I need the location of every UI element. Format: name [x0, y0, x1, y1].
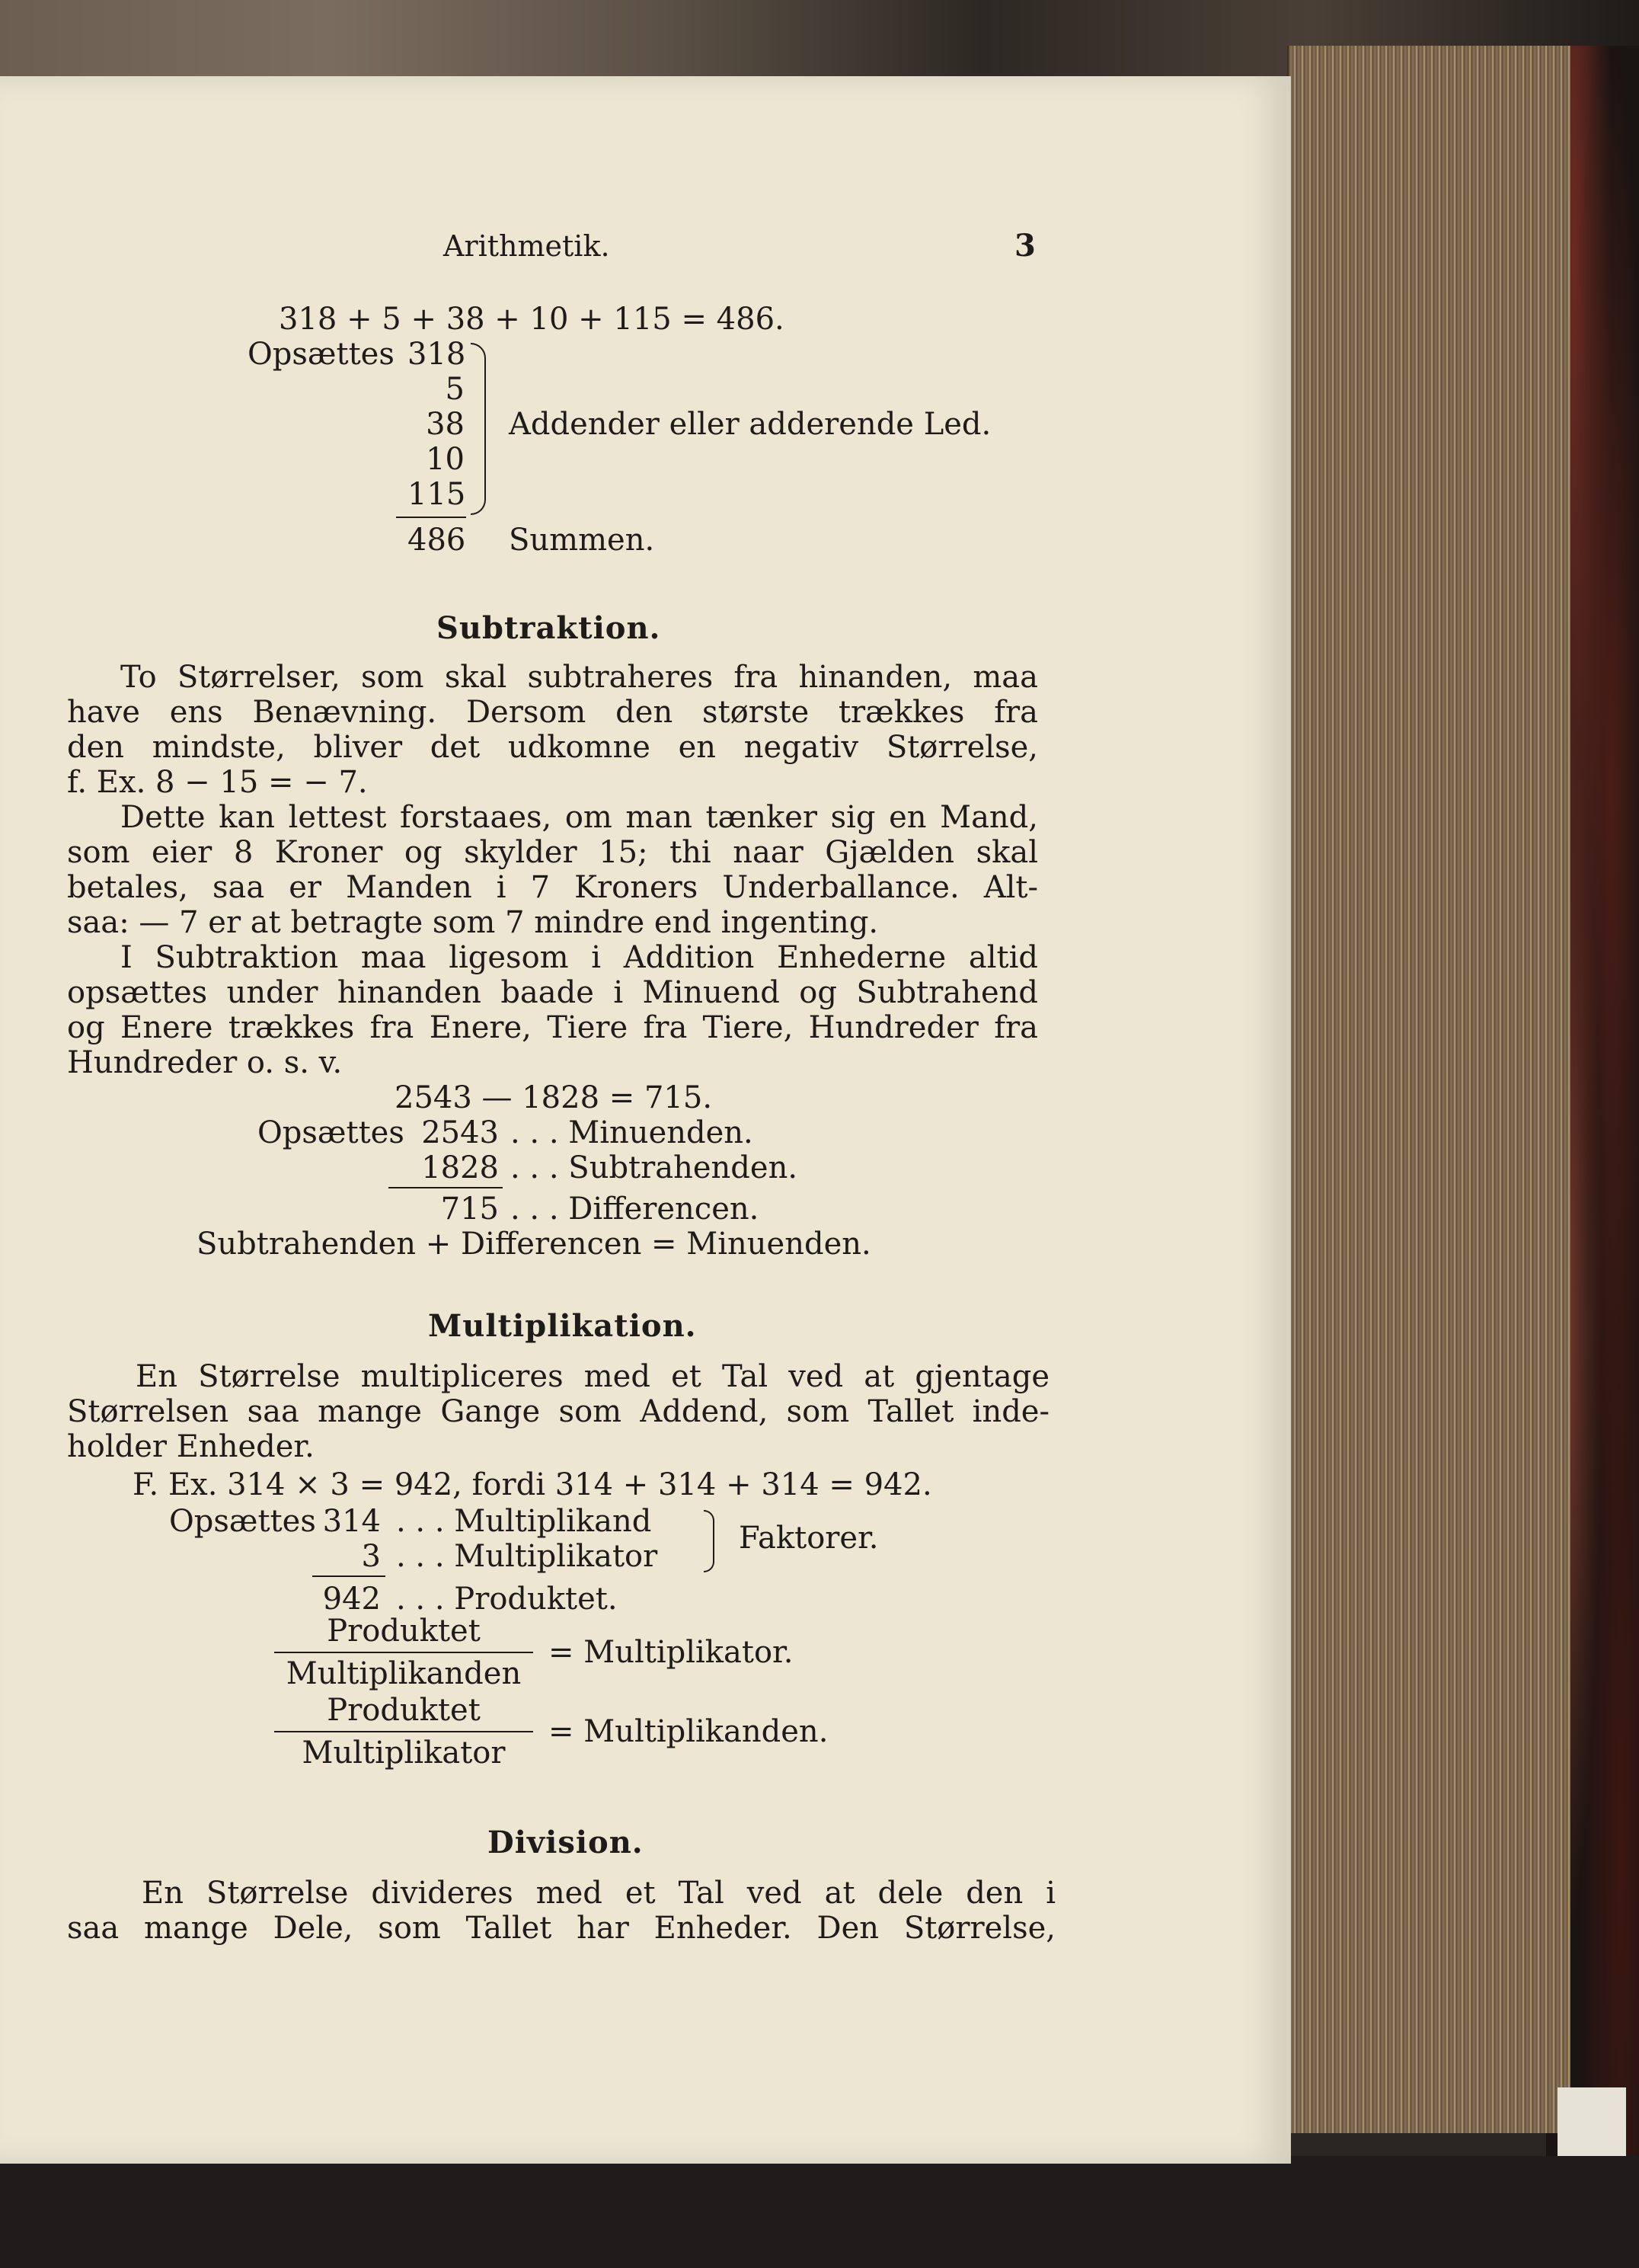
multiplication-heading: Multiplikation.: [428, 1308, 697, 1344]
factors-label: Faktorer.: [739, 1521, 879, 1556]
background-bottom: [0, 2156, 1639, 2268]
subtraction-p2-line4: saa: — 7 er at betragte som 7 mindre end ingenting.: [67, 905, 879, 940]
subtraction-p3-line2: opsættes under hinanden baade i Minuend og Subtrahend: [67, 975, 1038, 1010]
minuend-value: 2543: [421, 1115, 499, 1150]
addend-5: 115: [407, 477, 466, 512]
fraction1-bar: [274, 1652, 533, 1653]
subtraction-p1-line2: have ens Benævning. Dersom den største trækkes fra: [67, 695, 1038, 730]
addend-4: 10: [426, 442, 465, 477]
subtraction-p2-line2: som eier 8 Kroner og skylder 15; thi naar Gjælden skal: [67, 835, 1038, 870]
division-heading: Division.: [487, 1825, 644, 1860]
multiplication-example: F. Ex. 314 × 3 = 942, fordi 314 + 314 + 314 = 942.: [133, 1467, 932, 1502]
difference-value: 715: [440, 1192, 499, 1227]
subtraction-p1-line3: den mindste, bliver det udkomne en negativ Størrelse,: [67, 730, 1038, 765]
multiplicand-label: . . . Multiplikand: [396, 1504, 652, 1539]
addend-2: 5: [445, 372, 465, 407]
subtraction-rule: Subtrahenden + Differencen = Minuenden.: [196, 1227, 871, 1262]
division-p1-line1: En Størrelse divideres med et Tal ved at dele den i: [142, 1876, 1056, 1911]
subtraction-p1-line1: To Størrelser, som skal subtraheres fra hinanden, maa: [120, 660, 1038, 695]
book-page: [0, 76, 1291, 2164]
product-label: . . . Produktet.: [396, 1582, 618, 1617]
subtraction-p3-line4: Hundreder o. s. v.: [67, 1045, 343, 1080]
subtraction-p1-line4: f. Ex. 8 − 15 = − 7.: [67, 765, 368, 800]
multiplier-label: . . . Multiplikator: [396, 1539, 658, 1574]
sum-rule: [396, 517, 466, 518]
multiplication-setup-label: Opsættes: [169, 1504, 316, 1539]
subtrahend-value: 1828: [421, 1150, 499, 1185]
sum-label: Summen.: [509, 523, 655, 558]
division-p1-line2: saa mange Dele, som Tallet har Enheder. Den Størrelse,: [67, 1911, 1056, 1946]
addition-equation: 318 + 5 + 38 + 10 + 115 = 486.: [279, 302, 784, 337]
page-number: 3: [1014, 228, 1036, 264]
product-value: 942: [322, 1582, 381, 1617]
subtraction-setup-label: Opsættes: [257, 1115, 404, 1150]
fraction1-numerator: Produktet: [327, 1614, 481, 1649]
fraction1-denominator: Multiplikanden: [286, 1656, 522, 1691]
difference-rule: [388, 1187, 503, 1188]
multiplication-p1-line1: En Størrelse multipliceres med et Tal ved at gjentage: [136, 1359, 1050, 1394]
multiplication-p1-line3: holder Enheder.: [67, 1429, 315, 1464]
addends-label: Addender eller adderende Led.: [509, 407, 992, 442]
multiplication-p1-line2: Størrelsen saa mange Gange som Addend, som Tallet inde-: [67, 1394, 1050, 1429]
multiplier-value: 3: [361, 1539, 381, 1574]
subtraction-heading: Subtraktion.: [436, 610, 661, 646]
addend-brace: [471, 343, 486, 515]
subtraction-equation: 2543 — 1828 = 715.: [395, 1080, 713, 1115]
difference-label: . . . Differencen.: [510, 1192, 759, 1227]
subtraction-p2-line1: Dette kan lettest forstaaes, om man tænker sig en Mand,: [120, 800, 1038, 835]
fraction1-result: = Multiplikator.: [548, 1635, 794, 1670]
page-edges: [1287, 46, 1570, 2133]
addend-1: 318: [407, 337, 466, 372]
sum-value: 486: [407, 523, 466, 558]
subtraction-p3-line3: og Enere trækkes fra Enere, Tiere fra Tiere, Hundreder fra: [67, 1010, 1038, 1045]
subtraction-p2-line3: betales, saa er Manden i 7 Kroners Underballance. Alt-: [67, 870, 1038, 905]
multiplicand-value: 314: [322, 1504, 381, 1539]
subtrahend-label: . . . Subtrahenden.: [510, 1150, 798, 1185]
addend-3: 38: [426, 407, 465, 442]
fraction2-denominator: Multiplikator: [302, 1735, 506, 1771]
subtraction-p3-line1: I Subtraktion maa ligesom i Addition Enhederne altid: [120, 940, 1038, 975]
fraction2-numerator: Produktet: [327, 1693, 481, 1728]
minuend-label: . . . Minuenden.: [510, 1115, 753, 1150]
product-rule: [312, 1575, 385, 1577]
factors-brace: [704, 1510, 714, 1572]
fraction2-bar: [274, 1731, 533, 1732]
addition-setup-label: Opsættes: [248, 337, 395, 372]
fraction2-result: = Multiplikanden.: [548, 1714, 829, 1749]
running-title: Arithmetik.: [443, 229, 610, 263]
